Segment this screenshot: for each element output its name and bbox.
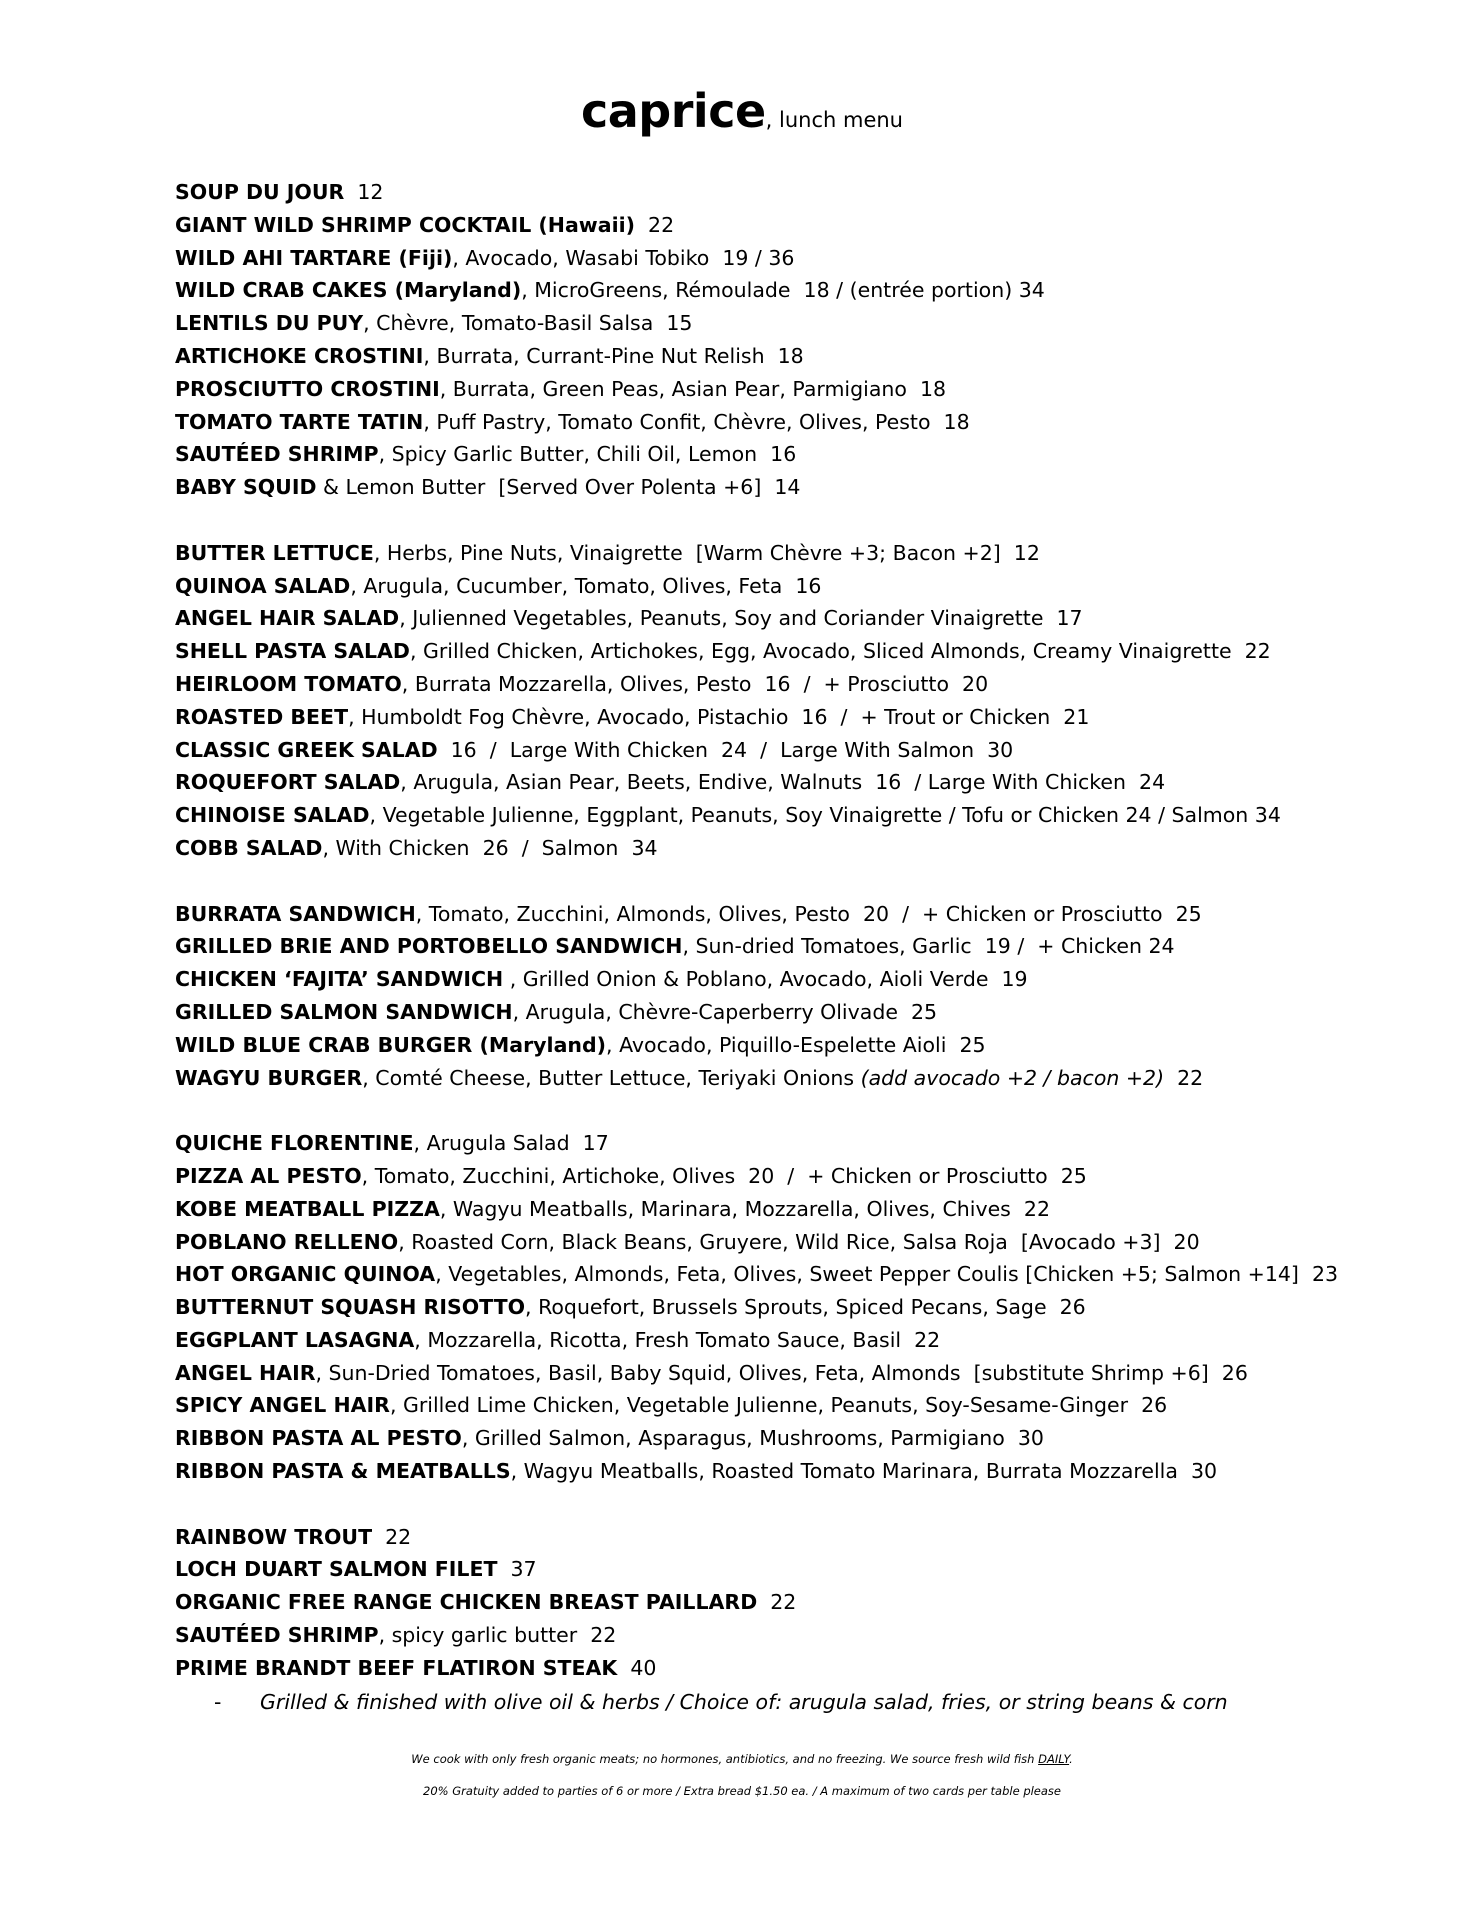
page-title [0,84,1484,138]
menu-item-name: ARTICHOKE CROSTINI [175,343,424,368]
menu-item-name: WILD AHI TARTARE (Fiji) [175,245,453,270]
menu-item-description: 16 / Large With Chicken 24 / Large With Salmon 30 [437,737,1014,762]
menu-item [175,242,1365,275]
menu-item-name: WAGYU BURGER [175,1065,363,1090]
menu-item [175,799,1365,832]
menu-item [175,1357,1365,1390]
menu-item-name: GRILLED SALMON SANDWICH [175,999,513,1024]
footer-note-2 [0,1784,1484,1798]
menu-item-name: POBLANO RELLENO [175,1229,399,1254]
menu-item-name: ROASTED BEET [175,704,349,729]
menu-item-description: 22 [372,1524,412,1549]
menu-item-description: , Burrata, Green Peas, Asian Pear, Parmigiano 18 [439,376,947,401]
menu-item-name: LOCH DUART SALMON FILET [175,1557,498,1582]
menu-item-name: HEIRLOOM TOMATO [175,671,402,696]
menu-item [175,274,1365,307]
menu-item-name: SPICY ANGEL HAIR [175,1393,390,1418]
menu-item [175,406,1365,439]
menu-item-description: 40 [617,1655,657,1680]
menu-item-description: & Lemon Butter [Served Over Polenta +6] 14 [316,475,801,500]
menu-item [175,602,1365,635]
steak-note [214,1686,1228,1718]
menu-item-description: , spicy garlic butter 22 [378,1623,617,1648]
menu-item-description: , Grilled Salmon, Asparagus, Mushrooms, Parmigiano 30 [461,1426,1044,1451]
menu-item [175,766,1365,799]
menu-item [175,1389,1365,1422]
menu-item-name: ANGEL HAIR [175,1360,316,1385]
menu-item-name: SAUTÉED SHRIMP [175,442,379,467]
menu-item [175,930,1365,963]
restaurant-name: caprice [581,84,766,138]
footer-note-2-text: 20% Gratuity added to parties of 6 or more / Extra bread $1.50 ea. / A maximum of two cards per table please [423,1784,1061,1798]
menu-item [175,471,1365,504]
menu-item [175,1291,1365,1324]
menu-item-description: , Sun-dried Tomatoes, Garlic 19 / + Chicken 24 [682,934,1175,959]
menu-item [175,1029,1365,1062]
menu-item [175,1258,1365,1291]
bullet-dash: - [214,1690,222,1714]
menu-item-description: , Comté Cheese, Butter Lettuce, Teriyaki Onions [362,1065,861,1090]
menu-item-description: , Tomato, Zucchini, Almonds, Olives, Pesto 20 / + Chicken or Prosciutto 25 [415,901,1202,926]
footer-daily: DAILY [1038,1752,1070,1766]
menu-item-description: 22 [757,1590,797,1615]
menu-item-name: EGGPLANT LASAGNA [175,1327,415,1352]
menu-item-description: , Avocado, Piquillo-Espelette Aioli 25 [606,1032,986,1057]
menu-item [175,209,1365,242]
menu-item-name: HOT ORGANIC QUINOA [175,1262,436,1287]
menu-item [175,832,1365,865]
menu-item [175,537,1365,570]
menu-item-description: 37 [497,1557,537,1582]
footer-note-1 [0,1752,1484,1766]
menu-item-description: , Humboldt Fog Chèvre, Avocado, Pistachio 16 / + Trout or Chicken 21 [348,704,1090,729]
menu-item-description: , Wagyu Meatballs, Marinara, Mozzarella, Olives, Chives 22 [439,1196,1050,1221]
menu-item-name: GIANT WILD SHRIMP COCKTAIL (Hawaii) [175,212,635,237]
menu-item-name: CLASSIC GREEK SALAD [175,737,438,762]
menu-item-description: , Herbs, Pine Nuts, Vinaigrette [Warm Chèvre +3; Bacon +2] 12 [373,540,1040,565]
menu-item [175,1062,1365,1095]
menu-item-description: , Roquefort, Brussels Sprouts, Spiced Pecans, Sage 26 [525,1295,1086,1320]
menu-item-name: BUTTER LETTUCE [175,540,374,565]
menu-item-description: , Arugula, Chèvre-Caperberry Olivade 25 [512,999,938,1024]
menu-item-name: CHICKEN ‘FAJITA’ SANDWICH [175,967,504,992]
menu-item [175,1160,1365,1193]
menu-item-name: CHINOISE SALAD [175,803,370,828]
menu-item-name: PIZZA AL PESTO [175,1163,362,1188]
menu-item-name: QUINOA SALAD [175,573,351,598]
menu-item [175,668,1365,701]
menu-item-name: PROSCIUTTO CROSTINI [175,376,440,401]
menu-item-name: GRILLED BRIE AND PORTOBELLO SANDWICH [175,934,683,959]
menu-item [175,1553,1365,1586]
section-gap [175,865,1365,898]
menu-item [175,996,1365,1029]
menu-item [175,701,1365,734]
menu-item [175,373,1365,406]
section-gap [175,504,1365,537]
menu-list [175,176,1365,1685]
menu-item-addons: (add avocado +2 / bacon +2) [860,1065,1165,1090]
menu-item-name: TOMATO TARTE TATIN [175,409,424,434]
menu-item [175,1127,1365,1160]
menu-item-description: , Roasted Corn, Black Beans, Gruyere, Wild Rice, Salsa Roja [Avocado +3] 20 [398,1229,1200,1254]
menu-item-name: BUTTERNUT SQUASH RISOTTO [175,1295,526,1320]
menu-item-name: COBB SALAD [175,835,323,860]
menu-item-description: , Mozzarella, Ricotta, Fresh Tomato Sauce, Basil 22 [414,1327,941,1352]
menu-item-name: RIBBON PASTA AL PESTO [175,1426,462,1451]
menu-item-description: , Arugula, Asian Pear, Beets, Endive, Walnuts 16 / Large With Chicken 24 [400,770,1166,795]
menu-item [175,1521,1365,1554]
menu-item [175,734,1365,767]
menu-item-description: , Avocado, Wasabi Tobiko 19 / 36 [452,245,795,270]
menu-item [175,1652,1365,1685]
menu-item [175,1619,1365,1652]
menu-item-description: , Puff Pastry, Tomato Confit, Chèvre, Olives, Pesto 18 [423,409,970,434]
menu-item-description: , Burrata, Currant-Pine Nut Relish 18 [423,343,804,368]
menu-item-name: LENTILS DU PUY [175,311,364,336]
steak-note-text: Grilled & finished with olive oil & herbs / Choice of: arugula salad, fries, or string beans & corn [260,1690,1228,1714]
menu-item [175,1193,1365,1226]
section-gap [175,1094,1365,1127]
menu-item [175,307,1365,340]
menu-item-name: RIBBON PASTA & MEATBALLS [175,1459,511,1484]
menu-item-description: , Grilled Onion & Poblano, Avocado, Aioli Verde 19 [503,967,1028,992]
menu-item-name: ANGEL HAIR SALAD [175,606,400,631]
menu-item [175,1324,1365,1357]
menu-item-name: WILD CRAB CAKES (Maryland) [175,278,522,303]
menu-item-description: , Grilled Lime Chicken, Vegetable Julienne, Peanuts, Soy-Sesame-Ginger 26 [389,1393,1168,1418]
menu-item-description: , Vegetables, Almonds, Feta, Olives, Sweet Pepper Coulis [Chicken +5; Salmon +14] 23 [435,1262,1339,1287]
menu-item-description: , Grilled Chicken, Artichokes, Egg, Avocado, Sliced Almonds, Creamy Vinaigrette 22 [409,639,1271,664]
menu-item-description: 12 [344,180,384,204]
menu-item-description: , Wagyu Meatballs, Roasted Tomato Marinara, Burrata Mozzarella 30 [510,1459,1218,1484]
menu-item-description: , Arugula Salad 17 [413,1131,609,1156]
menu-item [175,635,1365,668]
menu-item-name: WILD BLUE CRAB BURGER (Maryland) [175,1032,607,1057]
menu-item-name: BABY SQUID [175,475,317,500]
menu-item-name: KOBE MEATBALL PIZZA [175,1196,440,1221]
menu-item [175,438,1365,471]
menu-item-description: , MicroGreens, Rémoulade 18 / (entrée portion) 34 [521,278,1045,303]
menu-item [175,963,1365,996]
menu-item-description: , Spicy Garlic Butter, Chili Oil, Lemon 16 [378,442,797,467]
menu-item-name: SHELL PASTA SALAD [175,639,410,664]
menu-item-name: SAUTÉED SHRIMP [175,1623,379,1648]
menu-item-description: , Sun-Dried Tomatoes, Basil, Baby Squid, Olives, Feta, Almonds [substitute Shrimp +6] 26 [315,1360,1248,1385]
menu-item-name: ROQUEFORT SALAD [175,770,401,795]
menu-item [175,176,1365,209]
menu-item-name: PRIME BRANDT BEEF FLATIRON STEAK [175,1655,618,1680]
menu-item [175,1455,1365,1488]
menu-item-description: , Vegetable Julienne, Eggplant, Peanuts, Soy Vinaigrette / Tofu or Chicken 24 / Salmon 34 [369,803,1281,828]
menu-item-name: BURRATA SANDWICH [175,901,416,926]
menu-item-price: 22 [1164,1065,1204,1090]
menu-item [175,1422,1365,1455]
menu-item-description: , Julienned Vegetables, Peanuts, Soy and Coriander Vinaigrette 17 [399,606,1083,631]
menu-item-description: 22 [635,212,675,237]
menu-item-name: RAINBOW TROUT [175,1524,373,1549]
menu-item-description: , Chèvre, Tomato-Basil Salsa 15 [363,311,693,336]
footer-note-1-text: We cook with only fresh organic meats; no hormones, antibiotics, and no freezing. We source fresh wild fish [411,1752,1039,1766]
footer-note-1-end: . [1069,1752,1073,1766]
menu-item-name: QUICHE FLORENTINE [175,1131,414,1156]
menu-item-description: , Tomato, Zucchini, Artichoke, Olives 20 / + Chicken or Prosciutto 25 [361,1163,1087,1188]
menu-item [175,898,1365,931]
menu-item-name: ORGANIC FREE RANGE CHICKEN BREAST PAILLARD [175,1590,758,1615]
menu-subtitle: , lunch menu [765,108,903,132]
menu-item [175,570,1365,603]
section-gap [175,1488,1365,1521]
menu-item-description: , With Chicken 26 / Salmon 34 [322,835,658,860]
menu-item [175,1226,1365,1259]
menu-item-name: SOUP DU JOUR [175,180,345,204]
menu-item-description: , Burrata Mozzarella, Olives, Pesto 16 / + Prosciutto 20 [401,671,989,696]
menu-item [175,1586,1365,1619]
menu-item [175,340,1365,373]
menu-item-description: , Arugula, Cucumber, Tomato, Olives, Feta 16 [350,573,822,598]
